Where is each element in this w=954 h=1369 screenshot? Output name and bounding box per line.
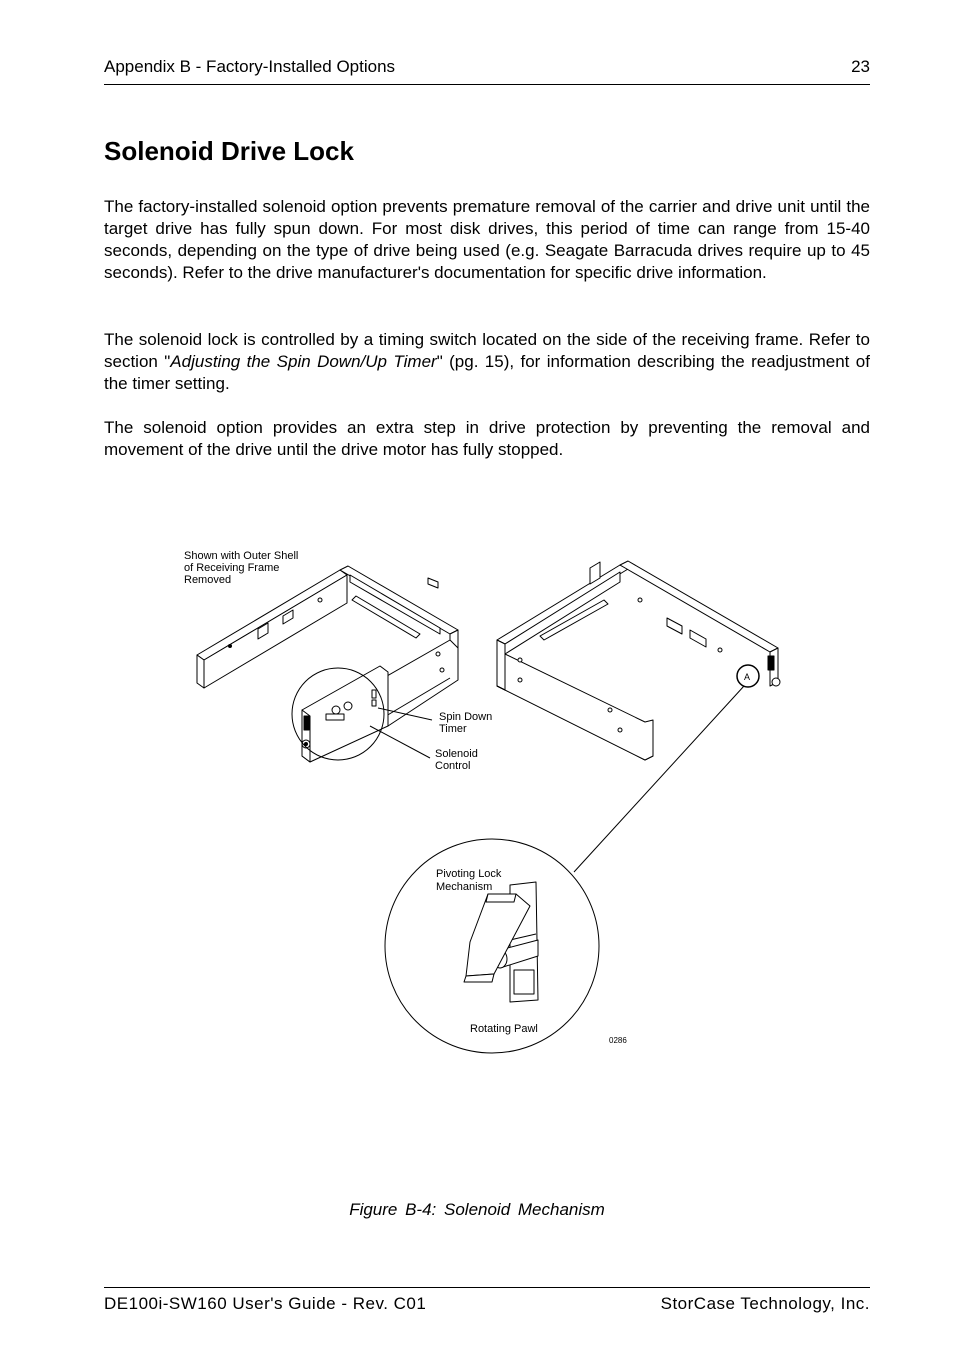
paragraph-intro: The factory-installed solenoid option prevents premature removal of the carrier and drive unit until the target drive has fully spun down. For most disk drives, this period of time can range from 15-40 seconds, depending on the type of drive being used (e.g. Seagate Barracuda drives require up to 45 seconds). Refer to the drive manufacturer's documentation for specific drive information.: [104, 197, 870, 282]
label-spin-down-2: Timer: [439, 723, 467, 735]
footer-document-title: DE100i-SW160 User's Guide - Rev. C01: [104, 1294, 427, 1313]
paragraph-timer-text-2: " (pg. 15), for information describing the readjustment of the timer setting.: [104, 352, 870, 393]
left-receiving-frame: [197, 566, 458, 762]
label-shown-with-1: Shown with Outer Shell: [184, 550, 299, 562]
label-solenoid-2: Control: [435, 760, 471, 772]
solenoid-mechanism-figure: [0, 530, 954, 1070]
page-footer: [104, 1287, 870, 1313]
label-rotating-pawl: Rotating Pawl: [470, 1023, 538, 1035]
figure-caption: Figure B-4: Solenoid Mechanism: [349, 1200, 605, 1219]
paragraph-timer-text-1: The solenoid lock is controlled by a timing switch located on the side of the receiving frame. Refer to section ": [104, 330, 870, 371]
label-shown-with-3: Removed: [184, 574, 232, 586]
figure-code: 0286: [609, 1036, 627, 1045]
callout-letter: A: [744, 672, 751, 682]
header-page-number: 23: [851, 57, 870, 76]
header-section-title: Appendix B - Factory-Installed Options: [104, 57, 396, 76]
label-pivoting-1: Pivoting Lock: [436, 868, 502, 880]
paragraph-timer: [104, 329, 870, 395]
section-reference: Adjusting the Spin Down/Up Timer: [170, 352, 437, 371]
paragraph-protection: The solenoid option provides an extra step in drive protection by preventing the removal and movement of the drive until the drive motor has fully stopped.: [104, 418, 870, 459]
label-spin-down-1: Spin Down: [439, 711, 493, 723]
right-receiving-frame: [497, 561, 780, 760]
label-pivoting-2: Mechanism: [436, 881, 493, 893]
page-title: Solenoid Drive Lock: [104, 136, 354, 166]
footer-company: StorCase Technology, Inc.: [660, 1294, 870, 1313]
label-shown-with-2: of Receiving Frame: [184, 562, 280, 574]
page-header: [104, 56, 870, 85]
label-solenoid-1: Solenoid: [435, 748, 478, 760]
